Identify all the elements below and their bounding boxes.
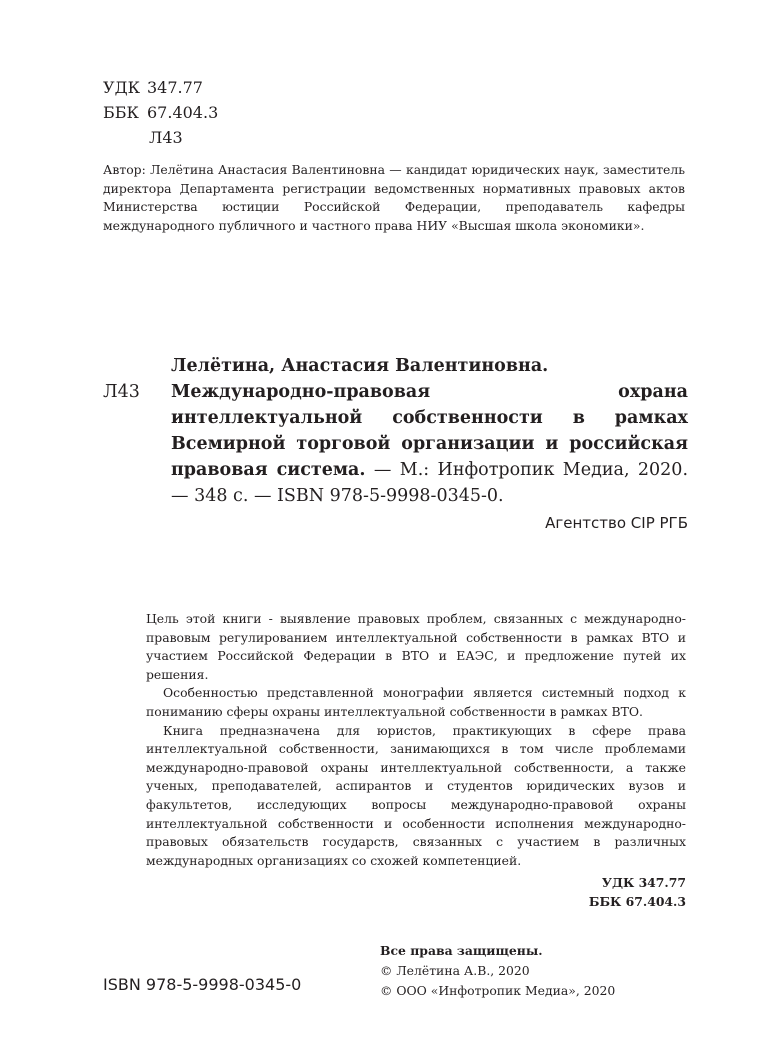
bbk-row bbox=[103, 100, 218, 125]
biblio-entry bbox=[103, 379, 688, 509]
copyright-publisher: © ООО «Инфотропик Медиа», 2020 bbox=[380, 983, 616, 998]
annotation-paragraph-2: Особенностью представленной монографии является системный подход к пониманию сферы охраны интеллектуальной собственности в рамках ВТО. bbox=[146, 685, 686, 719]
biblio-body bbox=[171, 379, 688, 509]
isbn: ISBN 978-5-9998-0345-0 bbox=[103, 975, 302, 994]
annotation-udk: УДК 347.77 bbox=[601, 875, 686, 891]
annotation bbox=[146, 610, 686, 911]
author-mark: Л43 bbox=[149, 128, 183, 147]
annotation-paragraph-3: Книга предназначена для юристов, практикующих в сфере права интеллектуальной собственности, занимающихся в том числе проблемами международно-правовой охраны интеллектуальной собственности, а также ученых, преподавателей, аспирантов и студентов юридических вузов и факультетов, исследующих вопросы международно-правовой охраны интеллектуальной собственности и особенности исполнения международно-правовых обязательств государств, связанных с участием в различных международных организациях со схожей компетенцией. bbox=[146, 722, 686, 868]
udk-row bbox=[103, 75, 218, 100]
biblio-imprint: — М.: Инфотропик Медиа, 2020. — 348 с. — ISBN 978-5-9998-0345-0. bbox=[171, 460, 689, 506]
annotation-paragraph-1: Цель этой книги - выявление правовых проблем, связанных с международно-правовым регулированием интеллектуальной собственности в рамках ВТО и участием Российской Федерации в ВТО и ЕАЭС, и предложение путей их решения. bbox=[146, 611, 686, 682]
udk-label: УДК bbox=[103, 78, 140, 97]
classification-codes bbox=[103, 75, 218, 150]
biblio-title: Международно-правовая охрана интеллектуальной собственности в рамках Всемирной торговой организации и российская правовая система. bbox=[171, 382, 688, 480]
bbk-value: 67.404.3 bbox=[147, 103, 219, 122]
rights-reserved: Все права защищены. bbox=[380, 943, 543, 958]
cip-agency: Агентство CIP РГБ bbox=[545, 514, 688, 532]
annotation-bbk: ББК 67.404.3 bbox=[588, 893, 686, 909]
annotation-codes bbox=[146, 874, 686, 911]
author-note: Автор: Лелётина Анастасия Валентиновна — кандидат юридических наук, заместитель директора Департамента регистрации ведомственных нормативных правовых актов Министерства юстиции Российской Федерации, преподаватель кафедры международного публичного и частного права НИУ «Высшая школа экономики». bbox=[103, 162, 685, 233]
bbk-label: ББК bbox=[103, 103, 139, 122]
bibliographic-record bbox=[103, 353, 688, 535]
copyright-block bbox=[380, 941, 615, 1001]
biblio-author-mark: Л43 bbox=[103, 382, 140, 402]
copyright-author: © Лелётина А.В., 2020 bbox=[380, 963, 530, 978]
udk-value: 347.77 bbox=[147, 78, 203, 97]
biblio-author: Лелётина, Анастасия Валентиновна. bbox=[171, 356, 549, 376]
